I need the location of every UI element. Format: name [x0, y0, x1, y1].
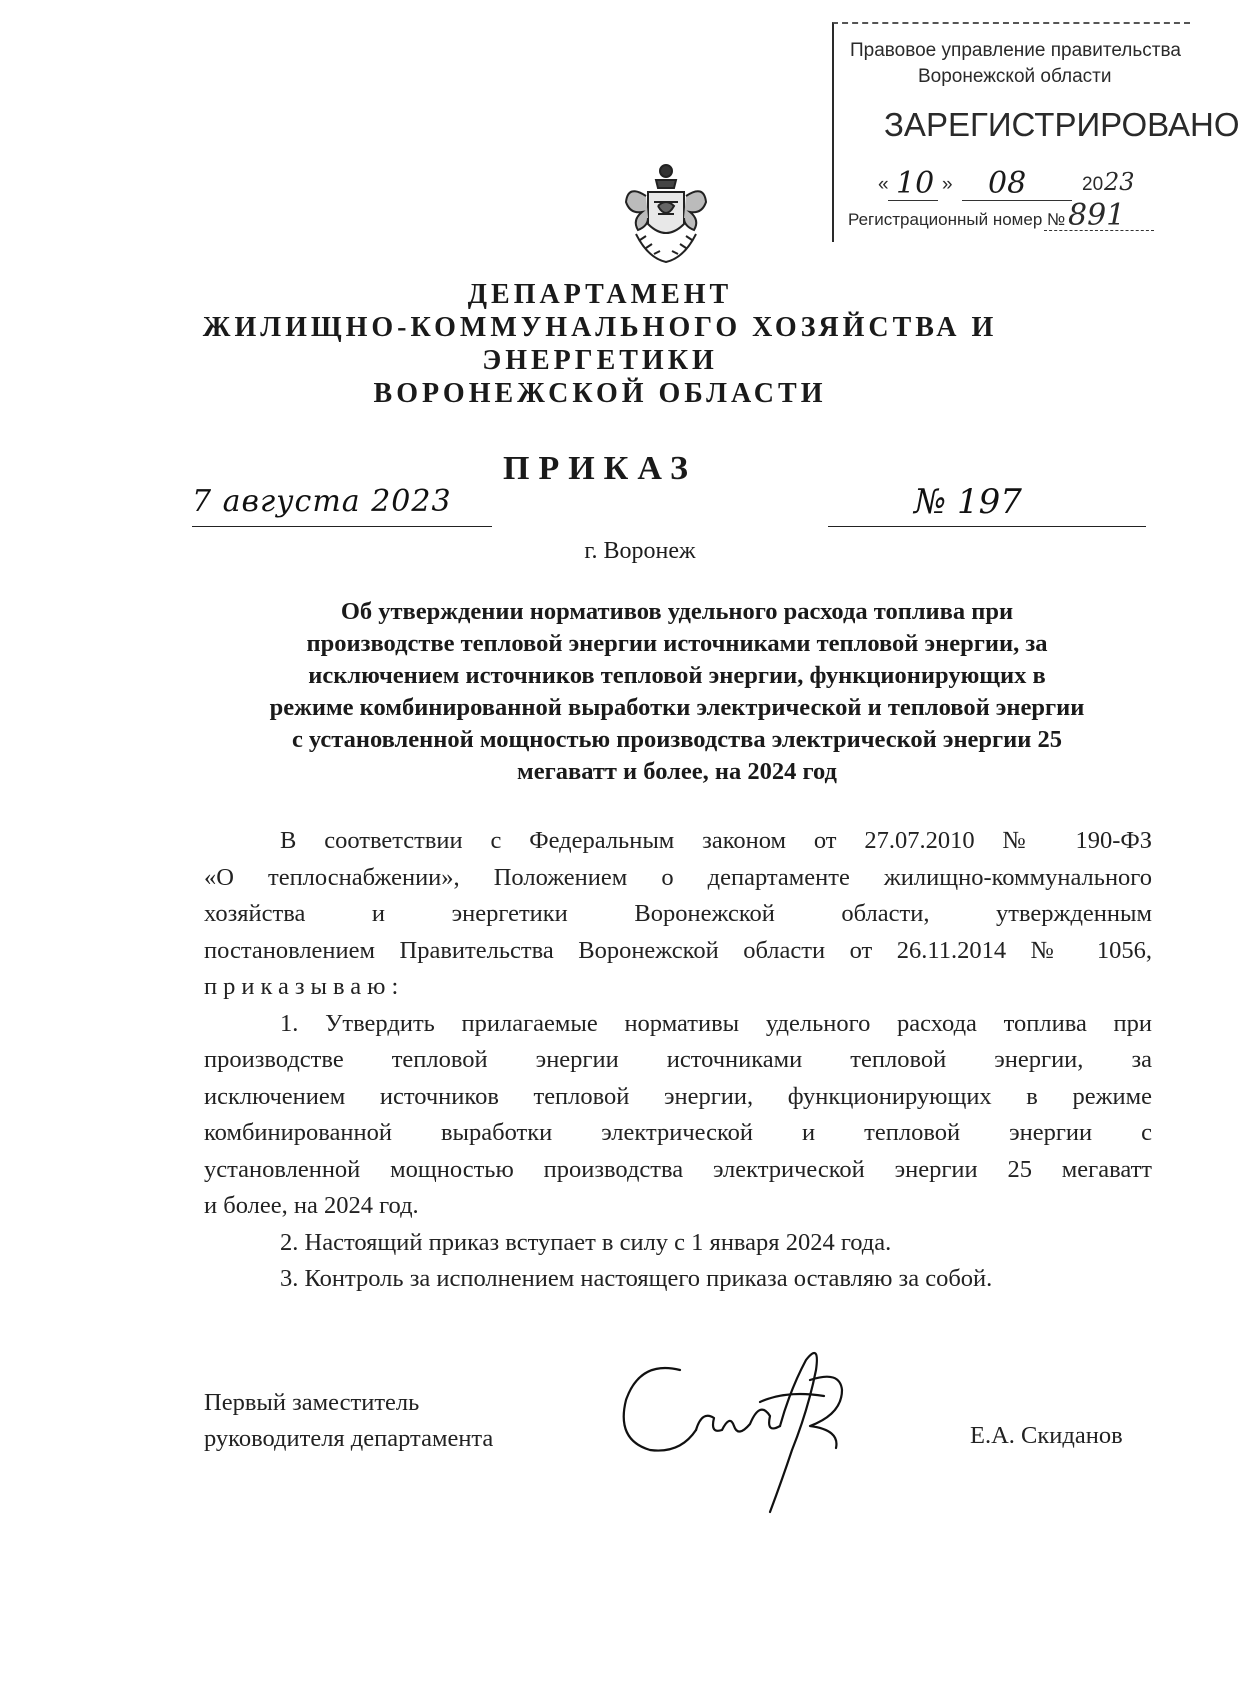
- order-title: [196, 596, 1158, 788]
- department-line-4: ВОРОНЕЖСКОЙ ОБЛАСТИ: [373, 378, 827, 409]
- preamble-line: В соответствии с Федеральным законом от 27.07.2010 № 190-ФЗ: [280, 827, 1152, 854]
- item-1-line: установленной мощностью производства электрической энергии 25 мегаватт: [204, 1155, 1152, 1183]
- handwritten-signature: [610, 1330, 870, 1520]
- preamble-line: приказываю:: [204, 973, 405, 1000]
- stamp-day: 10: [896, 166, 935, 201]
- registration-stamp: [832, 22, 1240, 242]
- title-line: Об утверждении нормативов удельного расхода топлива при: [340, 598, 1014, 625]
- stamp-quote-open: «: [878, 174, 889, 195]
- stamp-regnum-value: 891: [1068, 198, 1126, 233]
- stamp-line-2: Воронежской области: [918, 66, 1112, 87]
- handwritten-number: № 197: [914, 482, 1022, 522]
- department-header: [0, 278, 1200, 410]
- title-line: с установленной мощностью производства электрической энергии 25: [291, 726, 1063, 753]
- department-line-3: ЭНЕРГЕТИКИ: [482, 345, 718, 376]
- title-line: исключением источников тепловой энергии, функционирующих в: [308, 662, 1046, 689]
- stamp-month-underline: [962, 200, 1072, 201]
- item-1-line: исключением источников тепловой энергии, функционирующих в режиме: [204, 1082, 1152, 1110]
- title-line: режиме комбинированной выработки электрической и тепловой энергии: [269, 694, 1085, 721]
- signatory-role-line-2: руководителя департамента: [204, 1425, 494, 1452]
- item-1-line: и более, на 2024 год.: [204, 1192, 419, 1219]
- item-2: 2. Настоящий приказ вступает в силу с 1 января 2024 года.: [280, 1228, 892, 1256]
- stamp-day-underline: [888, 200, 938, 201]
- stamp-regnum-label: Регистрационный номер №: [848, 210, 1066, 229]
- signatory-name: Е.А. Скиданов: [970, 1422, 1123, 1449]
- stamp-quote-close: »: [942, 174, 953, 195]
- city: г. Воронеж: [584, 538, 696, 564]
- handwritten-number-field: [828, 482, 1146, 527]
- item-3: 3. Контроль за исполнением настоящего приказа оставляю за собой.: [280, 1265, 993, 1292]
- order-body: [204, 823, 1152, 1298]
- preamble-line: «О теплоснабжении», Положением о департаменте жилищно-коммунального: [204, 863, 1152, 891]
- title-line: мегаватт и более, на 2024 год: [517, 758, 837, 785]
- department-line-2: ЖИЛИЩНО-КОММУНАЛЬНОГО ХОЗЯЙСТВА И: [202, 312, 998, 343]
- stamp-regnum: [848, 198, 1126, 233]
- item-1-line: 1. Утвердить прилагаемые нормативы удельного расхода топлива при: [280, 1009, 1152, 1037]
- preamble-line: постановлением Правительства Воронежской области от 26.11.2014 № 1056,: [204, 936, 1152, 964]
- stamp-month: 08: [988, 166, 1027, 201]
- stamp-line-1: Правовое управление правительства: [850, 40, 1181, 61]
- coat-of-arms-icon: [618, 162, 714, 266]
- item-1-line: комбинированной выработки электрической и тепловой энергии с: [204, 1119, 1152, 1146]
- signatory-role-line-1: Первый заместитель: [204, 1389, 420, 1416]
- signatory-role: [204, 1385, 493, 1457]
- stamp-regnum-underline: [1044, 230, 1154, 231]
- stamp-date: [878, 166, 1178, 206]
- handwritten-date: 7 августа 2023: [192, 484, 452, 519]
- title-line: производстве тепловой энергии источниками тепловой энергии, за: [306, 630, 1048, 657]
- stamp-year-prefix: 20: [1082, 174, 1104, 195]
- stamp-year-suffix: 23: [1104, 168, 1135, 196]
- preamble-line: хозяйства и энергетики Воронежской области, утвержденным: [204, 900, 1152, 927]
- department-line-1: ДЕПАРТАМЕНТ: [467, 279, 733, 310]
- handwritten-date-field: [192, 486, 492, 527]
- stamp-registered: ЗАРЕГИСТРИРОВАНО: [884, 106, 1240, 143]
- item-1-line: производстве тепловой энергии источниками тепловой энергии, за: [204, 1046, 1152, 1073]
- document-type: ПРИКАЗ: [503, 450, 697, 487]
